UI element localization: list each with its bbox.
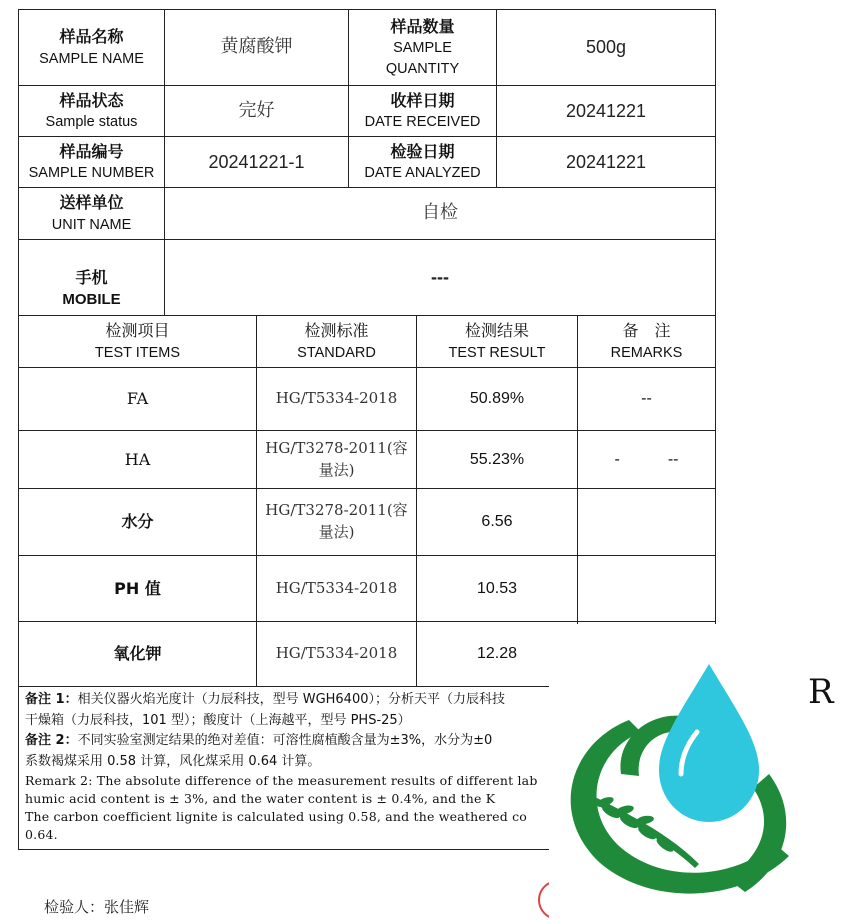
sample-name-value-cell <box>164 9 349 86</box>
unit-name-value: 自检 <box>422 202 458 224</box>
water-drop-icon <box>659 664 759 822</box>
sample-quantity-value: 500g <box>585 37 627 58</box>
test-result: 12.28 <box>476 645 518 663</box>
table-row-standard <box>256 488 417 556</box>
test-item: 氧化钾 <box>113 644 162 664</box>
mobile-zh: 手机 <box>75 268 108 288</box>
sample-number-value: 20241221-1 <box>208 151 305 172</box>
sample-status-value: 完好 <box>238 99 275 121</box>
remarks: -- <box>641 390 652 408</box>
col-header-test-items <box>18 315 257 368</box>
sample-status-en: Sample status <box>45 114 138 131</box>
note-1-label: 备注 1： <box>25 692 78 707</box>
table-row-item <box>18 430 257 489</box>
date-analyzed-value-cell <box>496 136 716 188</box>
standard-line-1: HG/T5334-2018 <box>275 644 398 663</box>
col-header-zh: 检测结果 <box>464 321 529 341</box>
test-item: 水分 <box>121 512 154 532</box>
date-analyzed-label <box>348 136 497 188</box>
sample-quantity-zh: 样品数量 <box>390 16 455 36</box>
sample-number-en: SAMPLE NUMBER <box>28 165 155 182</box>
sample-number-zh: 样品编号 <box>59 141 124 161</box>
table-row-item <box>18 488 257 556</box>
sample-quantity-en-2: QUANTITY <box>385 61 460 78</box>
table-row-remarks <box>577 430 716 489</box>
company-logo <box>549 624 850 920</box>
test-result: 55.23% <box>469 450 525 468</box>
table-row-result <box>416 430 578 489</box>
standard-line-2: 量法) <box>318 523 355 541</box>
standard-line-1: HG/T5334-2018 <box>275 578 398 597</box>
date-analyzed-en: DATE ANALYZED <box>364 165 481 182</box>
standard-line-1: HG/T3278-2011(容 <box>265 501 408 520</box>
col-header-zh: 检测项目 <box>105 321 170 341</box>
table-row-remarks <box>577 488 716 556</box>
remark-2-line-3: The carbon coefficient lignite is calculated using 0.58, and the weathered co <box>25 809 528 824</box>
unit-name-label <box>18 187 165 240</box>
sample-number-label <box>18 136 165 188</box>
col-header-remarks <box>577 315 716 368</box>
note-1-text-1: 相关仪器火焰光度计（力辰科技，型号 WGH6400）；分析天平（力辰科技 <box>77 692 505 707</box>
col-header-zh: 备 注 <box>622 321 671 341</box>
date-analyzed-zh: 检验日期 <box>390 141 455 161</box>
test-item: PH 值 <box>114 578 161 598</box>
test-item: HA <box>124 449 151 469</box>
note-2-label: 备注 2： <box>25 733 78 748</box>
unit-name-value-cell <box>164 187 716 240</box>
note-1-line-2: 干燥箱（力辰科技，101 型）；酸度计（上海越平，型号 PHS-25） <box>25 712 411 728</box>
registered-mark: R <box>808 672 834 712</box>
sample-name-zh: 样品名称 <box>59 27 124 47</box>
sample-name-value: 黄腐酸钾 <box>220 36 293 58</box>
table-row-standard <box>256 555 417 622</box>
sample-status-value-cell <box>164 85 349 137</box>
mobile-en: MOBILE <box>62 291 121 309</box>
date-received-en: DATE RECEIVED <box>364 114 481 131</box>
col-header-en: REMARKS <box>610 344 683 361</box>
col-header-zh: 检测标准 <box>304 321 369 341</box>
remark-2-line-1: Remark 2: The absolute difference of the measurement results of different lab <box>25 773 538 788</box>
inspector-signature: 检验人：张佳辉 <box>44 898 150 916</box>
mobile-value: --- <box>431 267 449 288</box>
table-row-item <box>18 621 257 687</box>
test-result: 6.56 <box>481 513 513 531</box>
note-2-line-2: 系数褐煤采用 0.58 计算，风化煤采用 0.64 计算。 <box>25 753 321 769</box>
date-received-value-cell <box>496 85 716 137</box>
sample-status-label <box>18 85 165 137</box>
date-received-label <box>348 85 497 137</box>
table-row-standard <box>256 430 417 489</box>
sample-quantity-value-cell <box>496 9 716 86</box>
table-row-item <box>18 367 257 431</box>
standard-line-1: HG/T3278-2011(容 <box>265 438 408 457</box>
unit-name-zh: 送样单位 <box>59 193 124 213</box>
table-row-result <box>416 488 578 556</box>
remarks: - -- <box>614 450 679 468</box>
mobile-value-cell <box>164 239 716 316</box>
sample-number-value-cell <box>164 136 349 188</box>
standard-line-2: 量法) <box>318 460 355 479</box>
table-row-remarks <box>577 555 716 622</box>
col-header-en: TEST RESULT <box>448 344 546 361</box>
sample-quantity-label <box>348 9 497 86</box>
standard-line-1: HG/T5334-2018 <box>275 389 398 408</box>
date-received-value: 20241221 <box>565 100 647 121</box>
table-row-result <box>416 555 578 622</box>
note-2-text-1: 不同实验室测定结果的绝对差值：可溶性腐植酸含量为±3%，水分为±0 <box>77 733 493 748</box>
sample-name-en: SAMPLE NAME <box>39 50 144 67</box>
col-header-standard <box>256 315 417 368</box>
sample-status-zh: 样品状态 <box>59 90 124 110</box>
table-row-result <box>416 367 578 431</box>
remark-2-line-4: 0.64. <box>25 827 58 842</box>
unit-name-en: UNIT NAME <box>51 216 132 233</box>
logo-mark <box>549 624 850 920</box>
col-header-test-result <box>416 315 578 368</box>
col-header-en: TEST ITEMS <box>94 344 181 361</box>
table-row-standard <box>256 621 417 687</box>
table-row-item <box>18 555 257 622</box>
remark-2-line-2: humic acid content is ± 3%, and the water content is ± 0.4%, and the K <box>25 791 496 806</box>
test-item: FA <box>126 389 149 409</box>
table-row-remarks <box>577 367 716 431</box>
sample-name-label <box>18 9 165 86</box>
table-row-standard <box>256 367 417 431</box>
date-analyzed-value: 20241221 <box>565 151 647 172</box>
sample-quantity-en-1: SAMPLE <box>393 40 452 57</box>
test-result: 50.89% <box>469 390 525 408</box>
mobile-label <box>18 239 165 316</box>
test-result: 10.53 <box>476 579 518 597</box>
col-header-en: STANDARD <box>297 344 376 361</box>
date-received-zh: 收样日期 <box>390 90 455 110</box>
